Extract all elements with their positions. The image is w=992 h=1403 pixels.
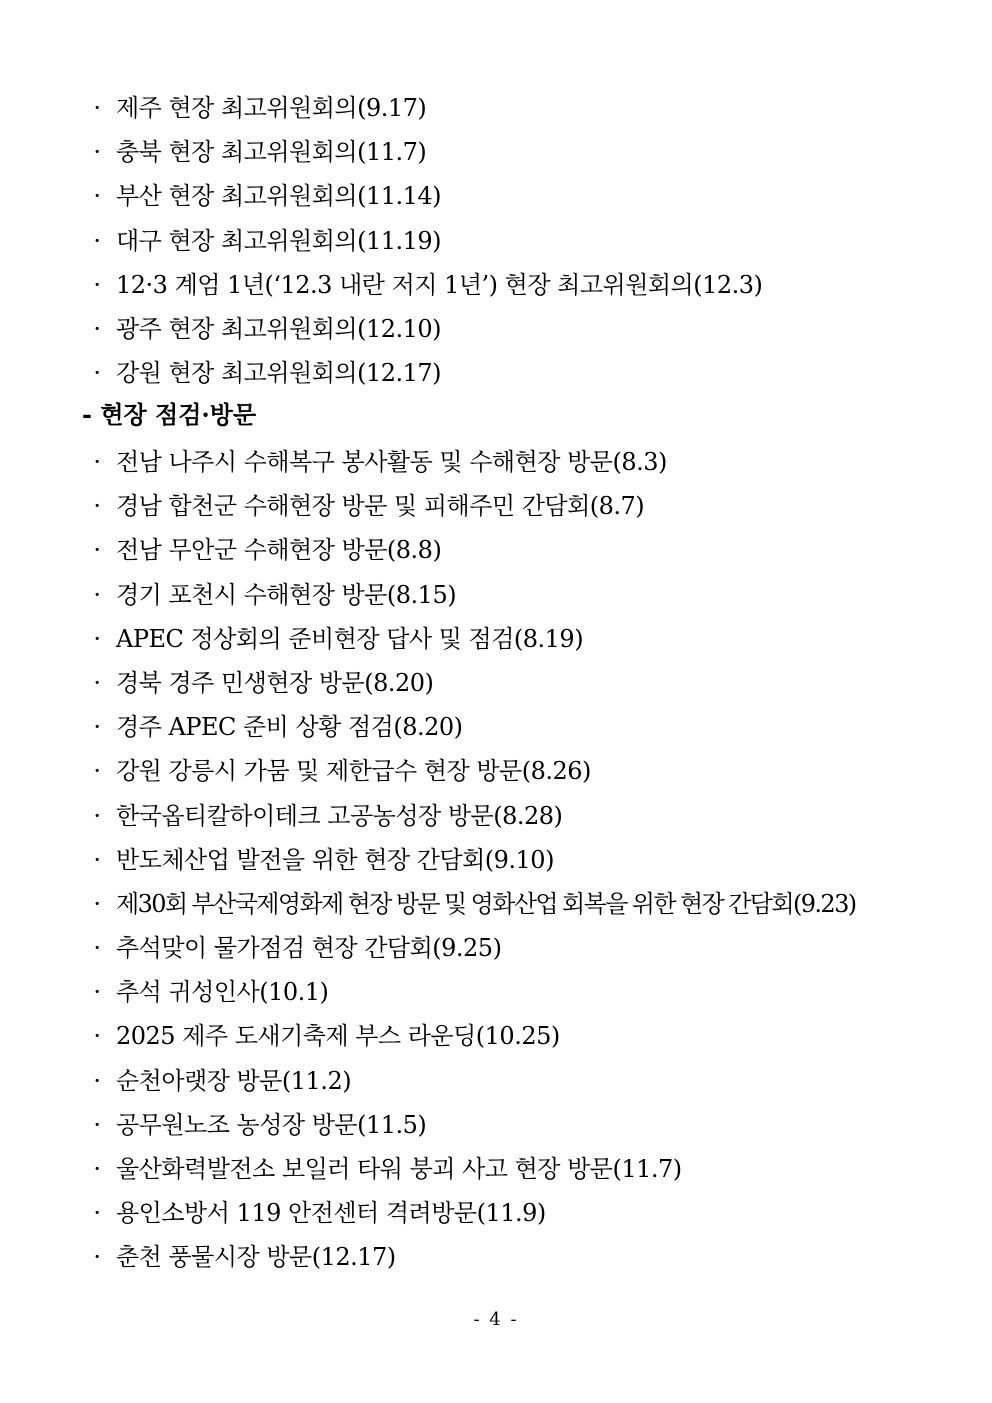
bullet: · bbox=[93, 580, 101, 609]
list-item bbox=[0, 484, 992, 528]
list-item-text: 광주 현장 최고위원회의(12.10) bbox=[116, 314, 442, 343]
list-item-text: 전남 나주시 수해복구 봉사활동 및 수해현장 방문(8.3) bbox=[116, 448, 667, 476]
list-item bbox=[0, 440, 992, 484]
list-item bbox=[0, 1191, 992, 1235]
list-item bbox=[0, 307, 992, 351]
bullet: · bbox=[93, 1022, 101, 1051]
list-item-text: 강원 강릉시 가뭄 및 제한급수 현장 방문(8.26) bbox=[116, 757, 591, 786]
list-item bbox=[0, 86, 992, 130]
list-item-text: APEC 정상회의 준비현장 답사 및 점검(8.19) bbox=[116, 624, 584, 653]
list-item bbox=[0, 174, 992, 218]
list-item-text: 추석 귀성인사(10.1) bbox=[116, 978, 329, 1007]
bullet: · bbox=[93, 978, 101, 1007]
bullet: · bbox=[93, 536, 101, 565]
list-item-text: 용인소방서 119 안전센터 격려방문(11.9) bbox=[116, 1199, 546, 1228]
bullet: · bbox=[93, 1110, 101, 1139]
list-item bbox=[0, 130, 992, 174]
list-item-text: 추석맞이 물가점검 현장 간담회(9.25) bbox=[116, 934, 502, 963]
bullet: · bbox=[93, 889, 101, 918]
bullet: · bbox=[93, 1066, 101, 1095]
list-item-text: 2025 제주 도새기축제 부스 라운딩(10.25) bbox=[116, 1022, 560, 1051]
bullet: · bbox=[93, 624, 101, 653]
list-item-text: 강원 현장 최고위원회의(12.17) bbox=[116, 359, 442, 388]
meeting-list bbox=[0, 86, 992, 395]
list-item bbox=[0, 219, 992, 263]
bullet: · bbox=[93, 713, 101, 742]
list-item bbox=[0, 705, 992, 749]
list-item-text: 충북 현장 최고위원회의(11.7) bbox=[116, 138, 427, 167]
bullet: · bbox=[93, 270, 101, 299]
bullet: · bbox=[93, 94, 101, 122]
list-item bbox=[0, 661, 992, 705]
bullet: · bbox=[93, 448, 101, 476]
bullet: · bbox=[93, 1243, 101, 1272]
list-item-text: 춘천 풍물시장 방문(12.17) bbox=[116, 1243, 396, 1272]
list-item bbox=[0, 882, 992, 926]
list-item-text: 대구 현장 최고위원회의(11.19) bbox=[116, 226, 442, 255]
list-item-text: 경북 경주 민생현장 방문(8.20) bbox=[116, 668, 434, 697]
list-item bbox=[0, 749, 992, 793]
page-number: - 4 - bbox=[473, 1309, 519, 1330]
list-item bbox=[0, 528, 992, 572]
visit-list bbox=[0, 440, 992, 1280]
list-item-text: 경남 합천군 수해현장 방문 및 피해주민 간담회(8.7) bbox=[116, 492, 645, 521]
bullet: · bbox=[93, 845, 101, 874]
list-item bbox=[0, 351, 992, 395]
section-heading: - 현장 점검·방문 bbox=[82, 400, 257, 429]
bullet: · bbox=[93, 226, 101, 255]
list-item-text: 12·3 계엄 1년(‘12.3 내란 저지 1년’) 현장 최고위원회의(12.3) bbox=[116, 270, 763, 299]
list-item bbox=[0, 794, 992, 838]
bullet: · bbox=[93, 801, 101, 830]
list-item-text: 순천아랫장 방문(11.2) bbox=[116, 1066, 352, 1095]
list-item bbox=[0, 1059, 992, 1103]
list-item bbox=[0, 617, 992, 661]
list-item-text: 경기 포천시 수해현장 방문(8.15) bbox=[116, 580, 457, 609]
list-item-text: 부산 현장 최고위원회의(11.14) bbox=[116, 182, 442, 211]
bullet: · bbox=[93, 668, 101, 697]
bullet: · bbox=[93, 757, 101, 786]
list-item bbox=[0, 1014, 992, 1058]
list-item bbox=[0, 1103, 992, 1147]
bullet: · bbox=[93, 1155, 101, 1183]
list-item-text: 울산화력발전소 보일러 타워 붕괴 사고 현장 방문(11.7) bbox=[116, 1155, 682, 1183]
bullet: · bbox=[93, 359, 101, 388]
list-item bbox=[0, 926, 992, 970]
bullet: · bbox=[93, 934, 101, 963]
list-item bbox=[0, 970, 992, 1014]
list-item bbox=[0, 573, 992, 617]
list-item-text: 반도체산업 발전을 위한 현장 간담회(9.10) bbox=[116, 845, 554, 874]
bullet: · bbox=[93, 1199, 101, 1228]
bullet: · bbox=[93, 314, 101, 343]
list-item-text: 전남 무안군 수해현장 방문(8.8) bbox=[116, 536, 442, 565]
list-item bbox=[0, 263, 992, 307]
bullet: · bbox=[93, 138, 101, 167]
bullet: · bbox=[93, 182, 101, 211]
bullet: · bbox=[93, 492, 101, 521]
list-item-text: 공무원노조 농성장 방문(11.5) bbox=[116, 1110, 427, 1139]
list-item-text: 제주 현장 최고위원회의(9.17) bbox=[116, 94, 427, 122]
list-item bbox=[0, 1235, 992, 1279]
list-item bbox=[0, 838, 992, 882]
list-item-text: 한국옵티칼하이테크 고공농성장 방문(8.28) bbox=[116, 801, 563, 830]
list-item-text: 제30회 부산국제영화제 현장 방문 및 영화산업 회복을 위한 현장 간담회(9.23) bbox=[116, 889, 856, 918]
list-item bbox=[0, 1147, 992, 1191]
list-item-text: 경주 APEC 준비 상황 점검(8.20) bbox=[116, 713, 463, 742]
